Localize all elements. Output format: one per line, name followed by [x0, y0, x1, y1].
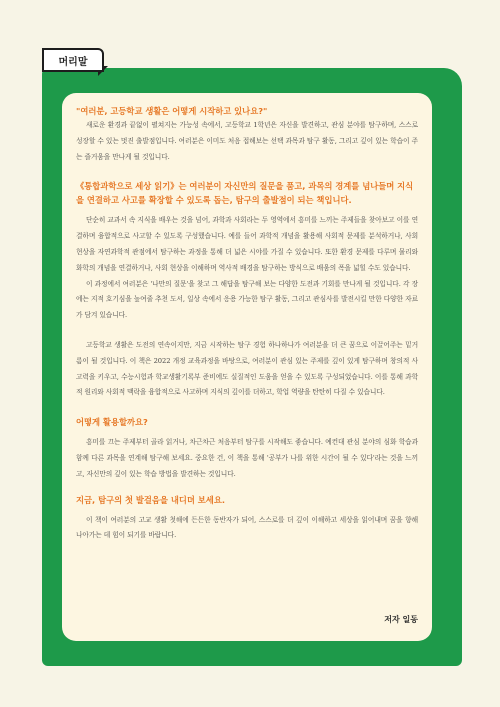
section-heading-start: 지금, 탐구의 첫 발걸음을 내디뎌 보세요. [76, 494, 225, 505]
section-heading-book: 《통합과학으로 세상 읽기》는 여러분이 자신만의 질문을 품고, 과목의 경계를 넘나들며 지식을 연결하고 사고를 확장할 수 있도록 돕는, 탐구의 출발점이 되는 책입니다. [76, 181, 414, 206]
section-heading-intro: "여러분, 고등학교 생활은 어떻게 시작하고 있나요?" [76, 106, 268, 116]
body-paragraph: 단순히 교과서 속 지식을 배우는 것을 넘어, 과학과 사회라는 두 영역에서 흥미를 느끼는 주제들을 찾아보고 이를 연결하며 융합적으로 사고할 수 있도록 구성했습니다. 예를 들어 과학적 개념을 활용해 사회적 문제를 분석하거나, 사회 현상을 자연과학적 관점에서 탐구하는 과정을 통해 더 넓은 시야를 가질 수 있습니다. 또한 환경 문제를 다루며 물리와 화학의 개념을 연결하거나, 사회 현상을 이해하며 역사적 배경을 탐구하는 방식으로 배움의 폭을 넓힐 수도 있습니다. [76, 216, 418, 272]
section-tab-label: 머리말 [42, 48, 104, 72]
preface-panel [62, 93, 432, 641]
section-tab [42, 48, 108, 74]
author-signature: 저자 일동 [384, 615, 418, 624]
body-paragraph: 새로운 환경과 끝없이 펼쳐지는 가능성 속에서, 고등학교 1학년은 자신을 발견하고, 관심 분야를 탐구하며, 스스로 성장할 수 있는 멋진 출발점입니다. 여러분은 이미도 처음 접해보는 선택 과목과 탐구 활동, 그리고 깊이 있는 학습이 주는 즐거움을 만나게 될 것입니다. [76, 121, 418, 161]
body-paragraph: 이 책이 여러분의 고교 생활 첫해에 든든한 동반자가 되어, 스스로를 더 깊이 이해하고 세상을 읽어내며 꿈을 향해 나아가는 데 힘이 되기를 바랍니다. [76, 515, 418, 540]
body-paragraph: 고등학교 생활은 도전의 연속이지만, 지금 시작하는 탐구 경험 하나하나가 여러분을 더 큰 꿈으로 이끌어주는 밑거름이 될 것입니다. 이 책은 2022 개정 교육과정을 바탕으로, 여러분이 관심 있는 주제를 깊이 있게 탐구하며 창의적 사고력을 키우고, 수능시험과 학교생활기록부 준비에도 실질적인 도움을 얻을 수 있도록 구성되었습니다. 이를 통해 과학적 원리와 사회적 맥락을 융합적으로 사고하며 지식의 깊이를 더하고, 학업 역량을 탄탄히 다질 수 있습니다. [76, 340, 418, 397]
section-heading-usage: 어떻게 활용할까요? [76, 417, 148, 428]
body-paragraph: 이 과정에서 여러분은 '나만의 질문'을 찾고 그 해답을 탐구해 보는 다양한 도전과 기회를 만나게 될 것입니다. 각 장에는 지적 호기심을 높여줄 추천 도서, 일상 속에서 응용 가능한 탐구 활동, 그리고 관심사를 발전시킬 만한 다양한 자료가 담겨 있습니다. [76, 279, 418, 320]
body-paragraph: 흥미를 끄는 주제부터 골라 읽거나, 차근차근 처음부터 탐구를 시작해도 좋습니다. 예컨대 관심 분야의 심화 학습과 함께 다른 과목을 연계해 탐구해 보세요. 중요한 건, 이 책을 통해 '공부가 나를 위한 시간이 될 수 있다'라는 것을 느끼고, 자신만의 깊이 있는 학습 방법을 발견하는 것입니다. [76, 438, 418, 478]
